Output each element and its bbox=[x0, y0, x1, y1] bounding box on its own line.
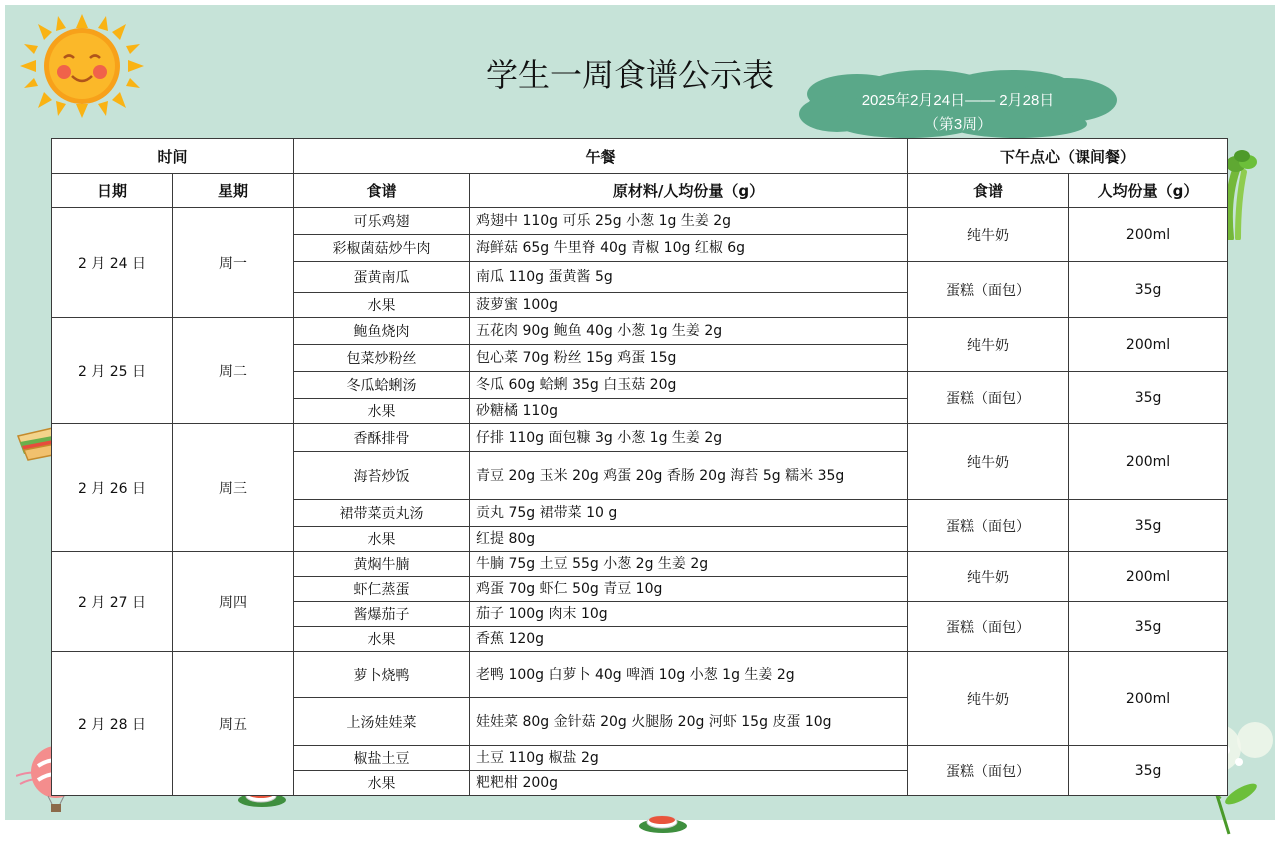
dish-ingredients: 鸡翅中 110g 可乐 25g 小葱 1g 生姜 2g bbox=[470, 208, 908, 235]
header-lunch: 午餐 bbox=[294, 139, 908, 174]
snack-amount: 200ml bbox=[1069, 552, 1228, 602]
dish-ingredients: 菠萝蜜 100g bbox=[470, 293, 908, 318]
dish-ingredients: 鸡蛋 70g 虾仁 50g 青豆 10g bbox=[470, 577, 908, 602]
dish-name: 水果 bbox=[294, 293, 470, 318]
weekday-cell: 周二 bbox=[173, 318, 294, 424]
header-snack: 下午点心（课间餐） bbox=[908, 139, 1228, 174]
dish-ingredients: 仔排 110g 面包糠 3g 小葱 1g 生姜 2g bbox=[470, 424, 908, 452]
dish-name: 可乐鸡翅 bbox=[294, 208, 470, 235]
dish-name: 水果 bbox=[294, 527, 470, 552]
dish-ingredients: 老鸭 100g 白萝卜 40g 啤酒 10g 小葱 1g 生姜 2g bbox=[470, 652, 908, 698]
dish-ingredients: 粑粑柑 200g bbox=[470, 771, 908, 796]
week-number: （第3周） bbox=[923, 116, 993, 133]
dish-ingredients: 南瓜 110g 蛋黄酱 5g bbox=[470, 262, 908, 293]
dish-name: 黄焖牛腩 bbox=[294, 552, 470, 577]
dish-ingredients: 冬瓜 60g 蛤蜊 35g 白玉菇 20g bbox=[470, 372, 908, 399]
dish-ingredients: 砂糖橘 110g bbox=[470, 399, 908, 424]
dish-name: 包菜炒粉丝 bbox=[294, 345, 470, 372]
snack-name: 纯牛奶 bbox=[908, 552, 1069, 602]
weekly-menu-table bbox=[51, 138, 1228, 796]
table-row bbox=[52, 552, 1228, 577]
snack-amount: 200ml bbox=[1069, 318, 1228, 372]
dish-ingredients: 娃娃菜 80g 金针菇 20g 火腿肠 20g 河虾 15g 皮蛋 10g bbox=[470, 698, 908, 746]
weekday-cell: 周一 bbox=[173, 208, 294, 318]
dish-name: 上汤娃娃菜 bbox=[294, 698, 470, 746]
snack-amount: 200ml bbox=[1069, 208, 1228, 262]
date-cell: 2 月 25 日 bbox=[52, 318, 173, 424]
dish-name: 蛋黄南瓜 bbox=[294, 262, 470, 293]
dish-name: 椒盐土豆 bbox=[294, 746, 470, 771]
snack-amount: 35g bbox=[1069, 746, 1228, 796]
page-title: 学生一周食谱公示表 bbox=[485, 56, 774, 94]
table-row bbox=[52, 424, 1228, 452]
snack-amount: 35g bbox=[1069, 262, 1228, 318]
weekday-cell: 周四 bbox=[173, 552, 294, 652]
weekday-cell: 周三 bbox=[173, 424, 294, 552]
date-range: 2025年2月24日—— 2月28日 bbox=[861, 92, 1055, 109]
snack-name: 纯牛奶 bbox=[908, 424, 1069, 500]
dish-ingredients: 海鲜菇 65g 牛里脊 40g 青椒 10g 红椒 6g bbox=[470, 235, 908, 262]
header-time: 时间 bbox=[52, 139, 294, 174]
weekday-cell: 周五 bbox=[173, 652, 294, 796]
header-snack-recipe: 食谱 bbox=[908, 174, 1069, 208]
dish-name: 彩椒菌菇炒牛肉 bbox=[294, 235, 470, 262]
dish-name: 水果 bbox=[294, 627, 470, 652]
header-weekday: 星期 bbox=[173, 174, 294, 208]
snack-name: 纯牛奶 bbox=[908, 652, 1069, 746]
snack-amount: 200ml bbox=[1069, 652, 1228, 746]
snack-amount: 35g bbox=[1069, 602, 1228, 652]
dish-ingredients: 香蕉 120g bbox=[470, 627, 908, 652]
header-date: 日期 bbox=[52, 174, 173, 208]
date-cell: 2 月 27 日 bbox=[52, 552, 173, 652]
snack-name: 蛋糕（面包） bbox=[908, 500, 1069, 552]
dish-name: 萝卜烧鸭 bbox=[294, 652, 470, 698]
date-cell: 2 月 28 日 bbox=[52, 652, 173, 796]
snack-name: 蛋糕（面包） bbox=[908, 602, 1069, 652]
table-row bbox=[52, 652, 1228, 698]
snack-amount: 35g bbox=[1069, 500, 1228, 552]
dish-name: 水果 bbox=[294, 771, 470, 796]
dish-ingredients: 土豆 110g 椒盐 2g bbox=[470, 746, 908, 771]
table-row bbox=[52, 208, 1228, 235]
header-snack-amount: 人均份量（g） bbox=[1069, 174, 1228, 208]
dish-name: 香酥排骨 bbox=[294, 424, 470, 452]
snack-name: 蛋糕（面包） bbox=[908, 746, 1069, 796]
dish-ingredients: 茄子 100g 肉末 10g bbox=[470, 602, 908, 627]
dish-name: 裙带菜贡丸汤 bbox=[294, 500, 470, 527]
dish-name: 海苔炒饭 bbox=[294, 452, 470, 500]
header-recipe: 食谱 bbox=[294, 174, 470, 208]
sushi-icon bbox=[638, 812, 688, 838]
dish-ingredients: 包心菜 70g 粉丝 15g 鸡蛋 15g bbox=[470, 345, 908, 372]
dish-name: 冬瓜蛤蜊汤 bbox=[294, 372, 470, 399]
dish-ingredients: 红提 80g bbox=[470, 527, 908, 552]
snack-name: 蛋糕（面包） bbox=[908, 262, 1069, 318]
snack-name: 蛋糕（面包） bbox=[908, 372, 1069, 424]
dish-ingredients: 牛腩 75g 土豆 55g 小葱 2g 生姜 2g bbox=[470, 552, 908, 577]
snack-name: 纯牛奶 bbox=[908, 208, 1069, 262]
snack-name: 纯牛奶 bbox=[908, 318, 1069, 372]
dish-ingredients: 青豆 20g 玉米 20g 鸡蛋 20g 香肠 20g 海苔 5g 糯米 35g bbox=[470, 452, 908, 500]
dish-name: 虾仁蒸蛋 bbox=[294, 577, 470, 602]
dish-ingredients: 五花肉 90g 鲍鱼 40g 小葱 1g 生姜 2g bbox=[470, 318, 908, 345]
dish-name: 水果 bbox=[294, 399, 470, 424]
dish-ingredients: 贡丸 75g 裙带菜 10 g bbox=[470, 500, 908, 527]
table-row bbox=[52, 318, 1228, 345]
header-ingredients: 原材料/人均份量（g） bbox=[470, 174, 908, 208]
snack-amount: 200ml bbox=[1069, 424, 1228, 500]
date-cell: 2 月 24 日 bbox=[52, 208, 173, 318]
sun-icon bbox=[20, 14, 144, 122]
dish-name: 鲍鱼烧肉 bbox=[294, 318, 470, 345]
snack-amount: 35g bbox=[1069, 372, 1228, 424]
date-cell: 2 月 26 日 bbox=[52, 424, 173, 552]
dish-name: 酱爆茄子 bbox=[294, 602, 470, 627]
